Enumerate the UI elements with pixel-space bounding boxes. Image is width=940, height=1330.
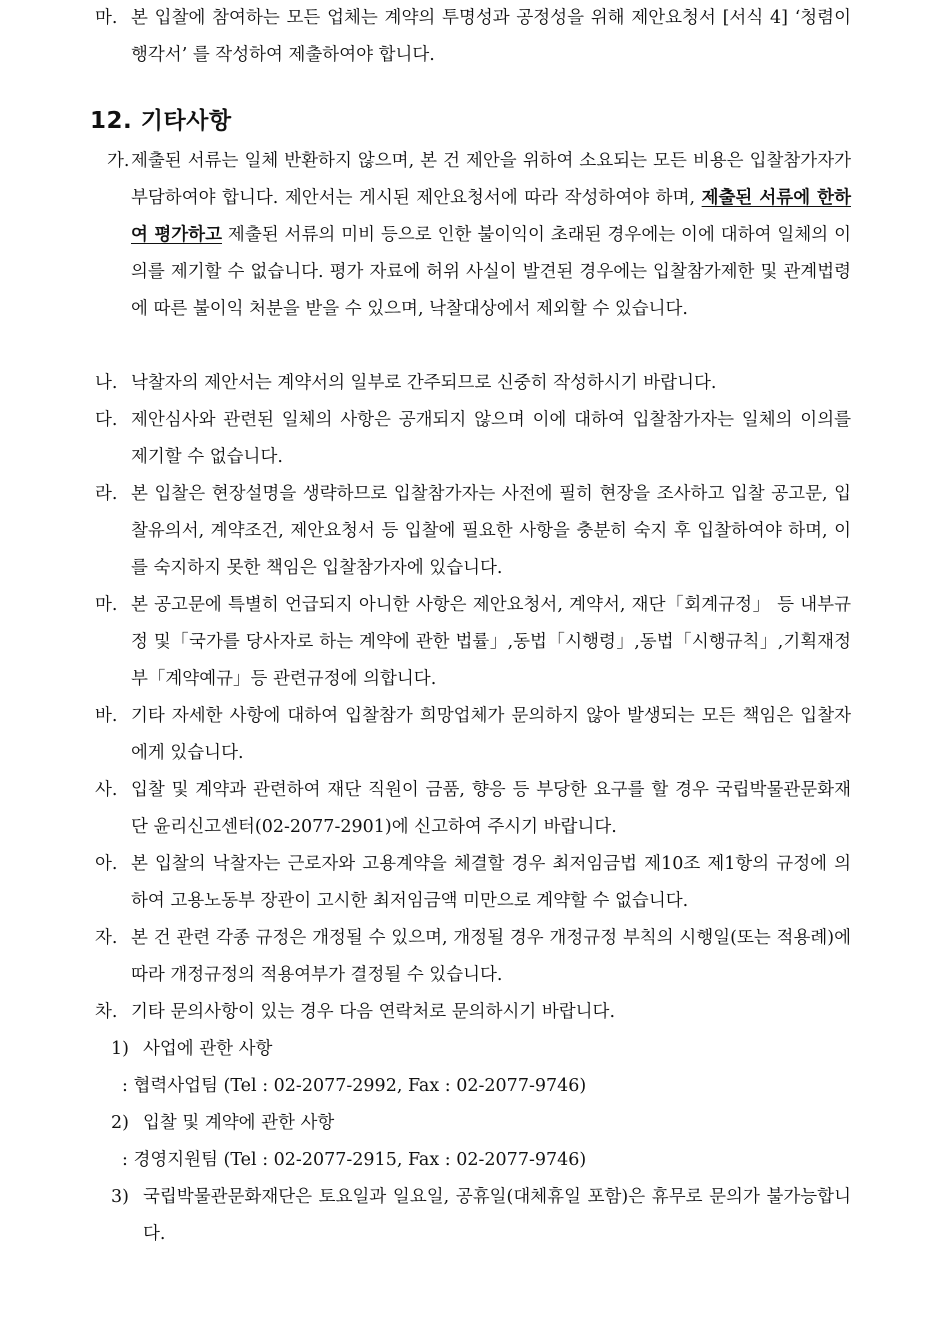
item-text: 낙찰자의 제안서는 계약서의 일부로 간주되므로 신중히 작성하시기 바랍니다. bbox=[131, 373, 717, 393]
item-marker: 마. bbox=[95, 8, 118, 28]
section-title: 12. 기타사항 bbox=[90, 108, 232, 134]
contact-label: 입찰 및 계약에 관한 사항 bbox=[143, 1113, 335, 1133]
item-ga bbox=[95, 143, 851, 328]
item-marker: 나. bbox=[95, 373, 118, 393]
item-ja bbox=[95, 920, 851, 994]
contact-label: 국립박물관문화재단은 토요일과 일요일, 공휴일(대체휴일 포함)은 휴무로 문의가 불가능합니다. bbox=[143, 1187, 851, 1244]
item-text: 본 입찰에 참여하는 모든 업체는 계약의 투명성과 공정성을 위해 제안요청서 [서식 4] ‘청렴이행각서’ 를 작성하여 제출하여야 합니다. bbox=[131, 8, 851, 65]
item-text: 기타 자세한 사항에 대하여 입찰참가 희망업체가 문의하지 않아 발생되는 모든 책임은 입찰자에게 있습니다. bbox=[131, 706, 851, 763]
item-a bbox=[95, 846, 851, 920]
item-marker: 사. bbox=[95, 780, 118, 800]
item-text: 본 공고문에 특별히 언급되지 아니한 사항은 제안요청서, 계약서, 재단「회계규정」 등 내부규정 및「국가를 당사자로 하는 계약에 관한 법률」,동법「시행령」,동법「시행규칙」,기획재정부「계약예규」등 관련규정에 의합니다. bbox=[131, 595, 851, 689]
item-na bbox=[95, 365, 851, 402]
contact-number: 2) bbox=[111, 1113, 129, 1133]
item-marker: 라. bbox=[95, 484, 118, 504]
item-sa bbox=[95, 772, 851, 846]
item-text: 기타 문의사항이 있는 경우 다음 연락처로 문의하시기 바랍니다. bbox=[131, 1002, 616, 1022]
contact-item-1 bbox=[111, 1031, 851, 1068]
item-text-before: 제출된 서류는 일체 반환하지 않으며, 본 건 제안을 위하여 소요되는 모든 비용은 입찰참가자가 부담하여야 합니다. 제안서는 게시된 제안요청서에 따라 작성하여야 하며, bbox=[131, 151, 851, 208]
item-da bbox=[95, 402, 851, 476]
contact-number: 1) bbox=[111, 1039, 129, 1059]
item-marker: 다. bbox=[95, 410, 118, 430]
item-marker: 가. bbox=[107, 151, 130, 171]
contact-detail-1: : 협력사업팀 (Tel : 02-2077-2992, Fax : 02-2077-9746) bbox=[122, 1076, 587, 1096]
item-marker: 바. bbox=[95, 706, 118, 726]
item-text-after: 제출된 서류의 미비 등으로 인한 불이익이 초래된 경우에는 이에 대하여 일체의 이의를 제기할 수 없습니다. 평가 자료에 허위 사실이 발견된 경우에는 입찰참가제한 및 관계법령에 따른 불이익 처분을 받을 수 있으며, 낙찰대상에서 제외할 수 있습니다. bbox=[131, 225, 851, 319]
item-text: 본 입찰은 현장설명을 생략하므로 입찰참가자는 사전에 필히 현장을 조사하고 입찰 공고문, 입찰유의서, 계약조건, 제안요청서 등 입찰에 필요한 사항을 충분히 숙지 후 입찰하여야 하며, 이를 숙지하지 못한 책임은 입찰참가자에 있습니다. bbox=[131, 484, 851, 578]
item-ba bbox=[95, 698, 851, 772]
item-ra bbox=[95, 476, 851, 587]
item-text-emphasis: 제출된 서류에 한하여 평가하고 bbox=[131, 188, 851, 245]
item-marker: 아. bbox=[95, 854, 118, 874]
contact-item-3 bbox=[111, 1179, 851, 1253]
item-text: 본 입찰의 낙찰자는 근로자와 고용계약을 체결할 경우 최저임금법 제10조 제1항의 규정에 의하여 고용노동부 장관이 고시한 최저임금액 미만으로 계약할 수 없습니다. bbox=[131, 854, 851, 911]
item-marker: 자. bbox=[95, 928, 118, 948]
item-marker: 마. bbox=[95, 595, 118, 615]
item-text: 본 건 관련 각종 규정은 개정될 수 있으며, 개정될 경우 개정규정 부칙의 시행일(또는 적용례)에 따라 개정규정의 적용여부가 결정될 수 있습니다. bbox=[131, 928, 851, 985]
item-ma bbox=[95, 587, 851, 698]
contact-number: 3) bbox=[111, 1187, 129, 1207]
contact-detail-2: : 경영지원팀 (Tel : 02-2077-2915, Fax : 02-2077-9746) bbox=[122, 1150, 587, 1170]
item-text: 입찰 및 계약과 관련하여 재단 직원이 금품, 향응 등 부당한 요구를 할 경우 국립박물관문화재단 윤리신고센터(02-2077-2901)에 신고하여 주시기 바랍니다. bbox=[131, 780, 851, 837]
contact-label: 사업에 관한 사항 bbox=[143, 1039, 273, 1059]
item-text bbox=[95, 143, 851, 328]
item-marker: 차. bbox=[95, 1002, 118, 1022]
contact-item-2 bbox=[111, 1105, 851, 1142]
item-cha bbox=[95, 994, 851, 1031]
item-text: 제안심사와 관련된 일체의 사항은 공개되지 않으며 이에 대하여 입찰참가자는 일체의 이의를 제기할 수 없습니다. bbox=[131, 410, 851, 467]
item-ma-pledge bbox=[95, 0, 851, 74]
